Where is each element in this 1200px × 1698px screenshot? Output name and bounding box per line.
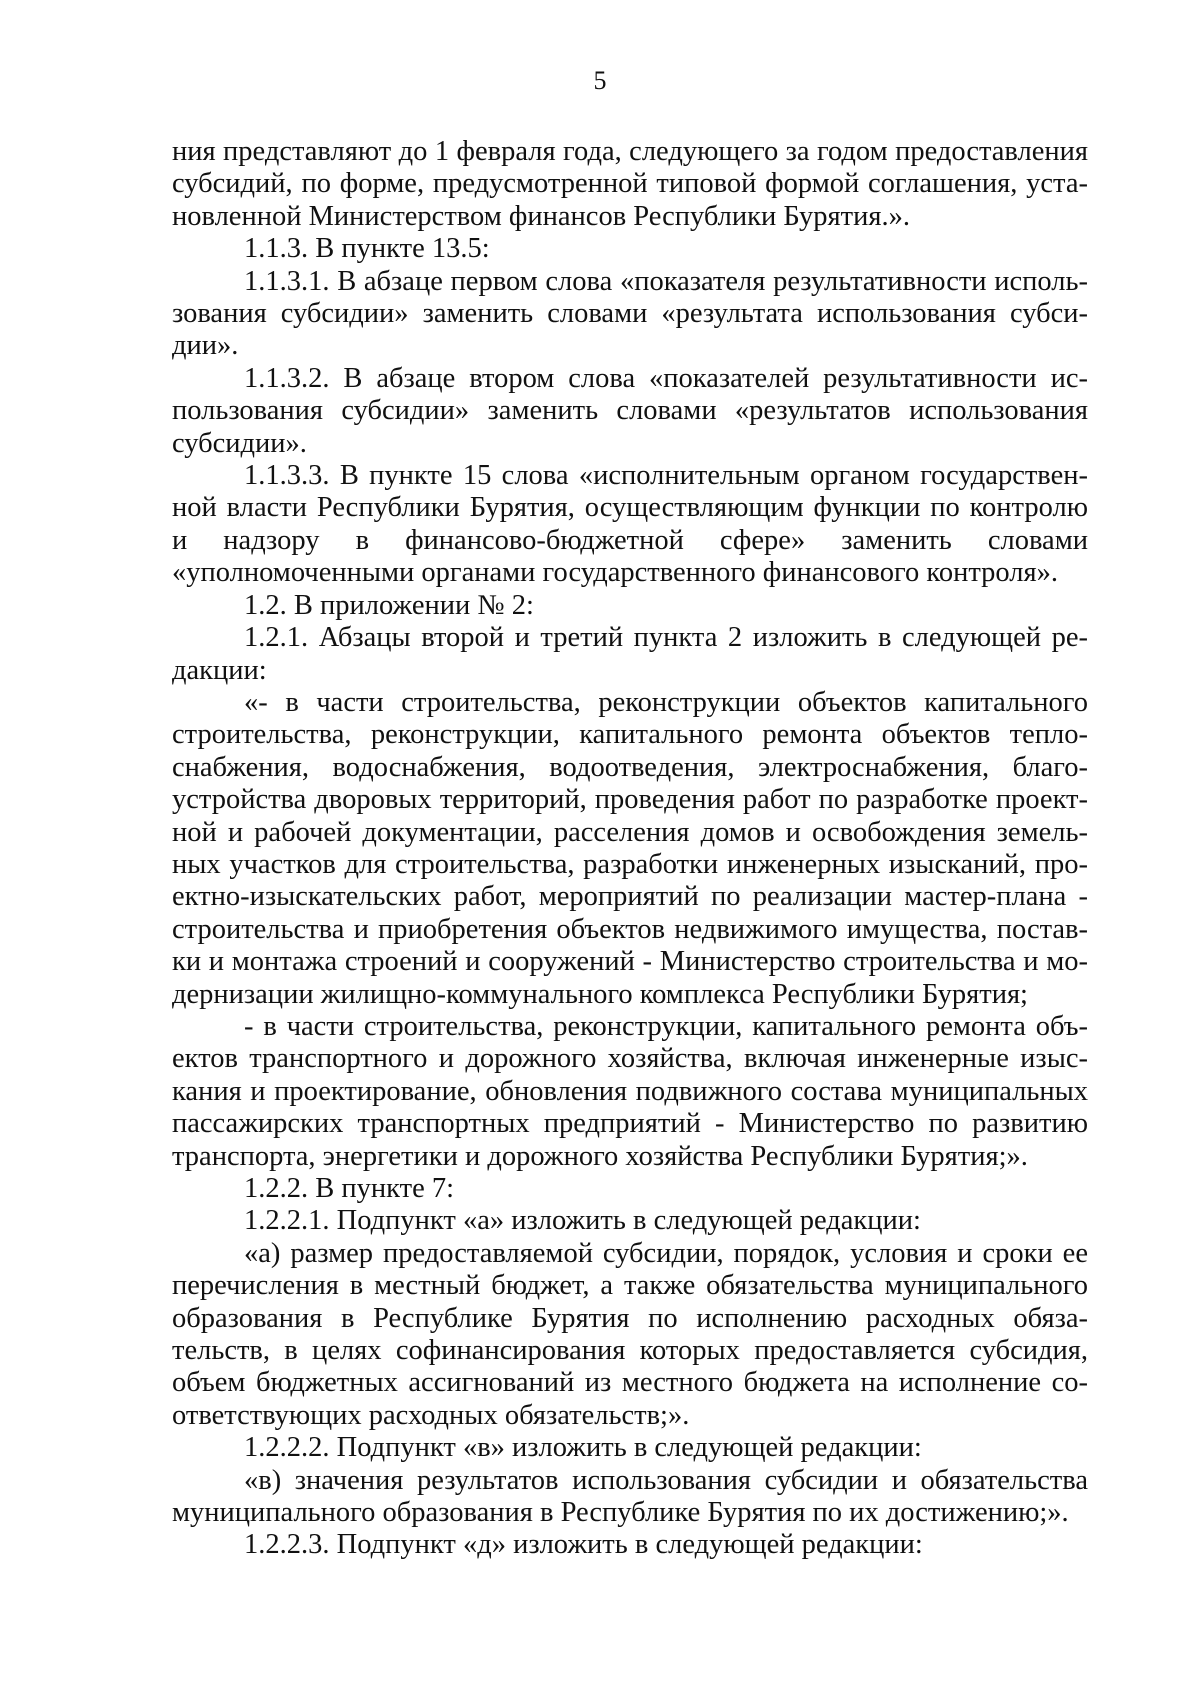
paragraph-subpoint-v: «в) значения результатов использования субсидии и обязательства муниципального образования в Республике Бурятия по их достижению;».	[172, 1464, 1088, 1529]
paragraph-1-1-3-1: 1.1.3.1. В абзаце первом слова «показателя результативности использования субсидии» заменить словами «результата использования субсидии».	[172, 265, 1088, 362]
paragraph-quote-transport: - в части строительства, реконструкции, капитального ремонта объектов транспортного и дорожного хозяйства, включая инженерные изыскания и проектирование, обновления подвижного состава муниципальных пассажирских транспортных предприятий - Министерство по развитию транспорта, энергетики и дорожного хозяйства Республики Бурятия;».	[172, 1010, 1088, 1172]
page-number: 5	[593, 66, 607, 95]
paragraph-1-2-2-1: 1.2.2.1. Подпункт «а» изложить в следующей редакции:	[244, 1205, 921, 1237]
document-body	[172, 136, 1088, 1562]
paragraph-1-2-2-2: 1.2.2.2. Подпункт «в» изложить в следующей редакции:	[244, 1432, 922, 1464]
paragraph-1-2-1: 1.2.1. Абзацы второй и третий пункта 2 изложить в следующей редакции:	[172, 622, 1088, 686]
paragraph-1-2: 1.2. В приложении № 2:	[244, 589, 534, 621]
paragraph-quote-construction: «- в части строительства, реконструкции объектов капитального строительства, реконструкции, капитального ремонта объектов теплоснабжения, водоснабжения, водоотведения, электроснабжения, благоустройства дворовых территорий, проведения работ по разработке проектной и рабочей документации, расселения домов и освобождения земельных участков для строительства, разработки инженерных изысканий, проектно-изыскательских работ, мероприятий по реализации мастер-плана - строительства и приобретения объектов недвижимого имущества, поставки и монтажа строений и сооружений - Министерство строительства и модернизации жилищно-коммунального комплекса Республики Бурятия;	[172, 686, 1088, 1010]
paragraph-subpoint-a: «а) размер предоставляемой субсидии, порядок, условия и сроки ее перечисления в местный бюджет, а также обязательства муниципального образования в Республике Бурятия по исполнению расходных обязательств, в целях софинансирования которых предоставляется субсидия, объем бюджетных ассигнований из местного бюджета на исполнение соответствующих расходных обязательств;».	[172, 1237, 1088, 1431]
paragraph-1-2-2-3: 1.2.2.3. Подпункт «д» изложить в следующей редакции:	[244, 1529, 923, 1561]
paragraph-continuation: ния представляют до 1 февраля года, следующего за годом предоставления субсидий, по форме, предусмотренной типовой формой соглашения, установленной Министерством финансов Республики Бурятия.».	[172, 136, 1088, 232]
paragraph-1-1-3-3: 1.1.3.3. В пункте 15 слова «исполнительным органом государственной власти Республики Бурятия, осуществляющим функции по контролю и надзору в финансово-бюджетной сфере» заменить словами «уполномоченными органами государственного финансового контроля».	[172, 460, 1088, 589]
paragraph-1-2-2: 1.2.2. В пункте 7:	[244, 1173, 455, 1204]
paragraph-1-1-3-2: 1.1.3.2. В абзаце втором слова «показателей результативности использования субсидии» заменить словами «результатов использования субсидии».	[172, 362, 1088, 459]
paragraph-1-1-3: 1.1.3. В пункте 13.5:	[244, 233, 490, 265]
